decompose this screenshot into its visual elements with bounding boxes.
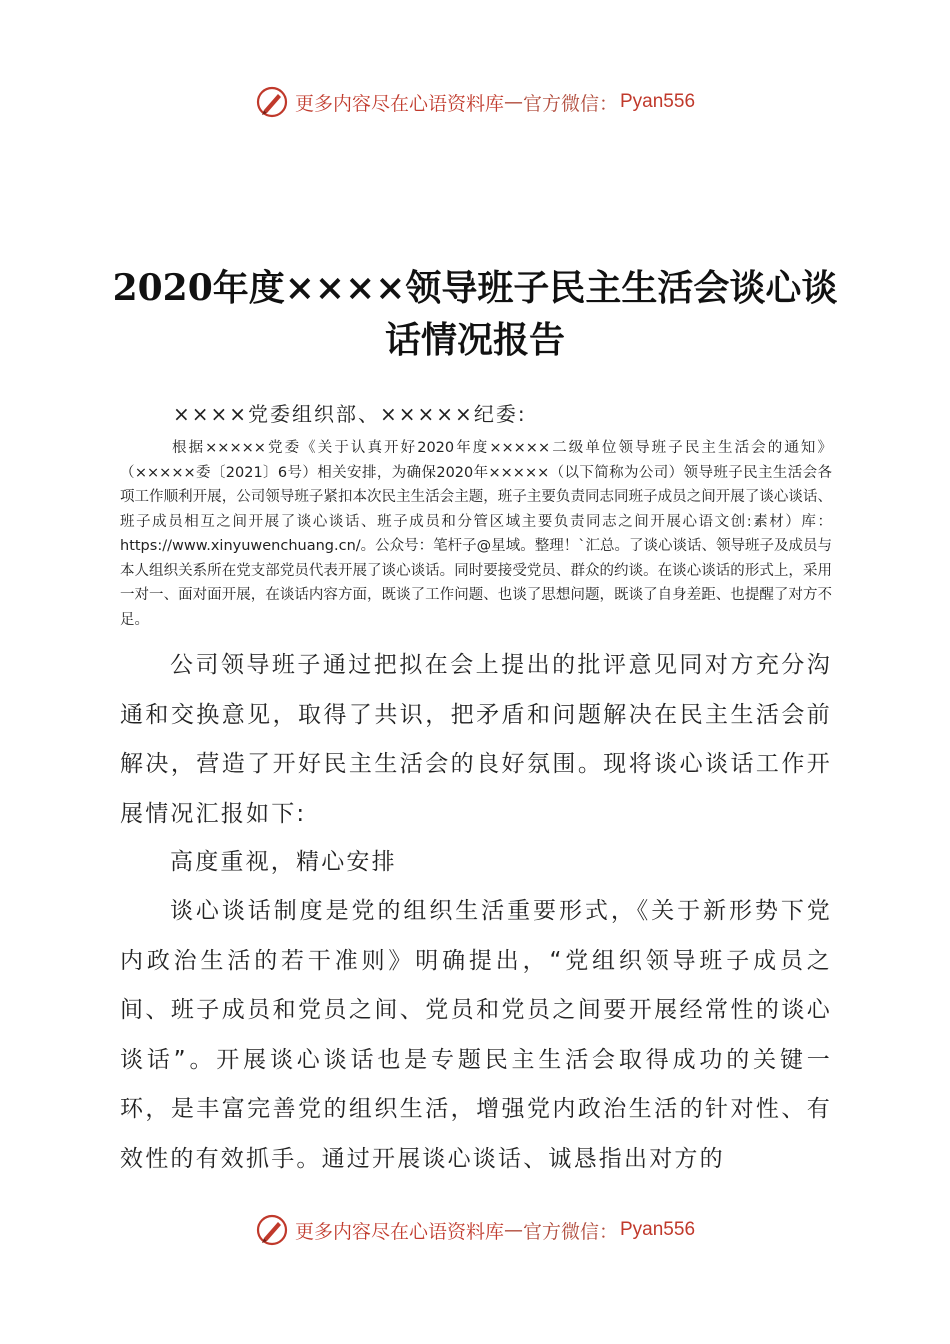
banner-dash: —	[503, 91, 523, 113]
banner-dash: —	[503, 1219, 523, 1241]
pen-logo-icon	[255, 85, 289, 119]
header-banner	[0, 82, 950, 122]
banner-main-text: 更多内容尽在心语资料库	[294, 92, 504, 115]
intro-paragraph: 根据×××××党委《关于认真开好2020年度×××××二级单位领导班子民主生活会的通知》（×××××委〔2021〕6号）相关安排，为确保2020年×××××（以下简称为公司）领导班子民主生活会各项工作顺利开展，公司领导班子紧扣本次民主生活会主题，班子主要负责同志同班子成员之间开展了谈心谈话、班子成员相互之间开展了谈心谈话、班子成员和分管区域主要负责同志之间开展心语文创:素材）库：https://www.xinyuwenchuang.cn/。公众号：笔杆子@星域。整理！`汇总。了谈心谈话、领导班子及成员与本人组织关系所在党支部党员代表开展了谈心谈话。同时要接受党员、群众的约谈。在谈心谈话的形式上，采用一对一、面对面开展，在谈话内容方面，既谈了工作问题、也谈了思想问题，既谈了自身差距、也提醒了对方不足。	[120, 440, 832, 628]
banner-main-text: 更多内容尽在心语资料库	[294, 1220, 504, 1243]
banner-official-label: 官方微信：	[522, 92, 618, 115]
banner-wechat-id: Pyan556	[620, 91, 696, 112]
banner-wechat-id: Pyan556	[620, 1219, 696, 1240]
body-paragraph-1: 公司领导班子通过把拟在会上提出的批评意见同对方充分沟通和交换意见，取得了共识，把矛盾和问题解决在民主生活会前解决，营造了开好民主生活会的良好氛围。现将谈心谈话工作开展情况汇报如下:	[120, 652, 832, 827]
section-heading: 高度重视，精心安排	[170, 849, 397, 875]
document-title	[100, 262, 850, 366]
footer-banner	[0, 1210, 950, 1250]
body-paragraph-2: 谈心谈话制度是党的组织生活重要形式，《关于新形势下党内政治生活的若干准则》明确提出，“党组织领导班子成员之间、班子成员和党员之间、党员和党员之间要开展经常性的谈心谈话”。开展谈心谈话也是专题民主生活会取得成功的关键一环，是丰富完善党的组织生活，增强党内政治生活的针对性、有效性的有效抓手。通过开展谈心谈话、诚恳指出对方的	[120, 898, 832, 1172]
pen-logo-icon	[255, 1213, 289, 1247]
title-line-2: 话情况报告	[384, 319, 565, 361]
salutation: ××××党委组织部、×××××纪委:	[173, 402, 527, 426]
title-line-1: 2020年度××××领导班子民主生活会谈心谈	[112, 267, 838, 309]
banner-official-label: 官方微信：	[522, 1220, 618, 1243]
